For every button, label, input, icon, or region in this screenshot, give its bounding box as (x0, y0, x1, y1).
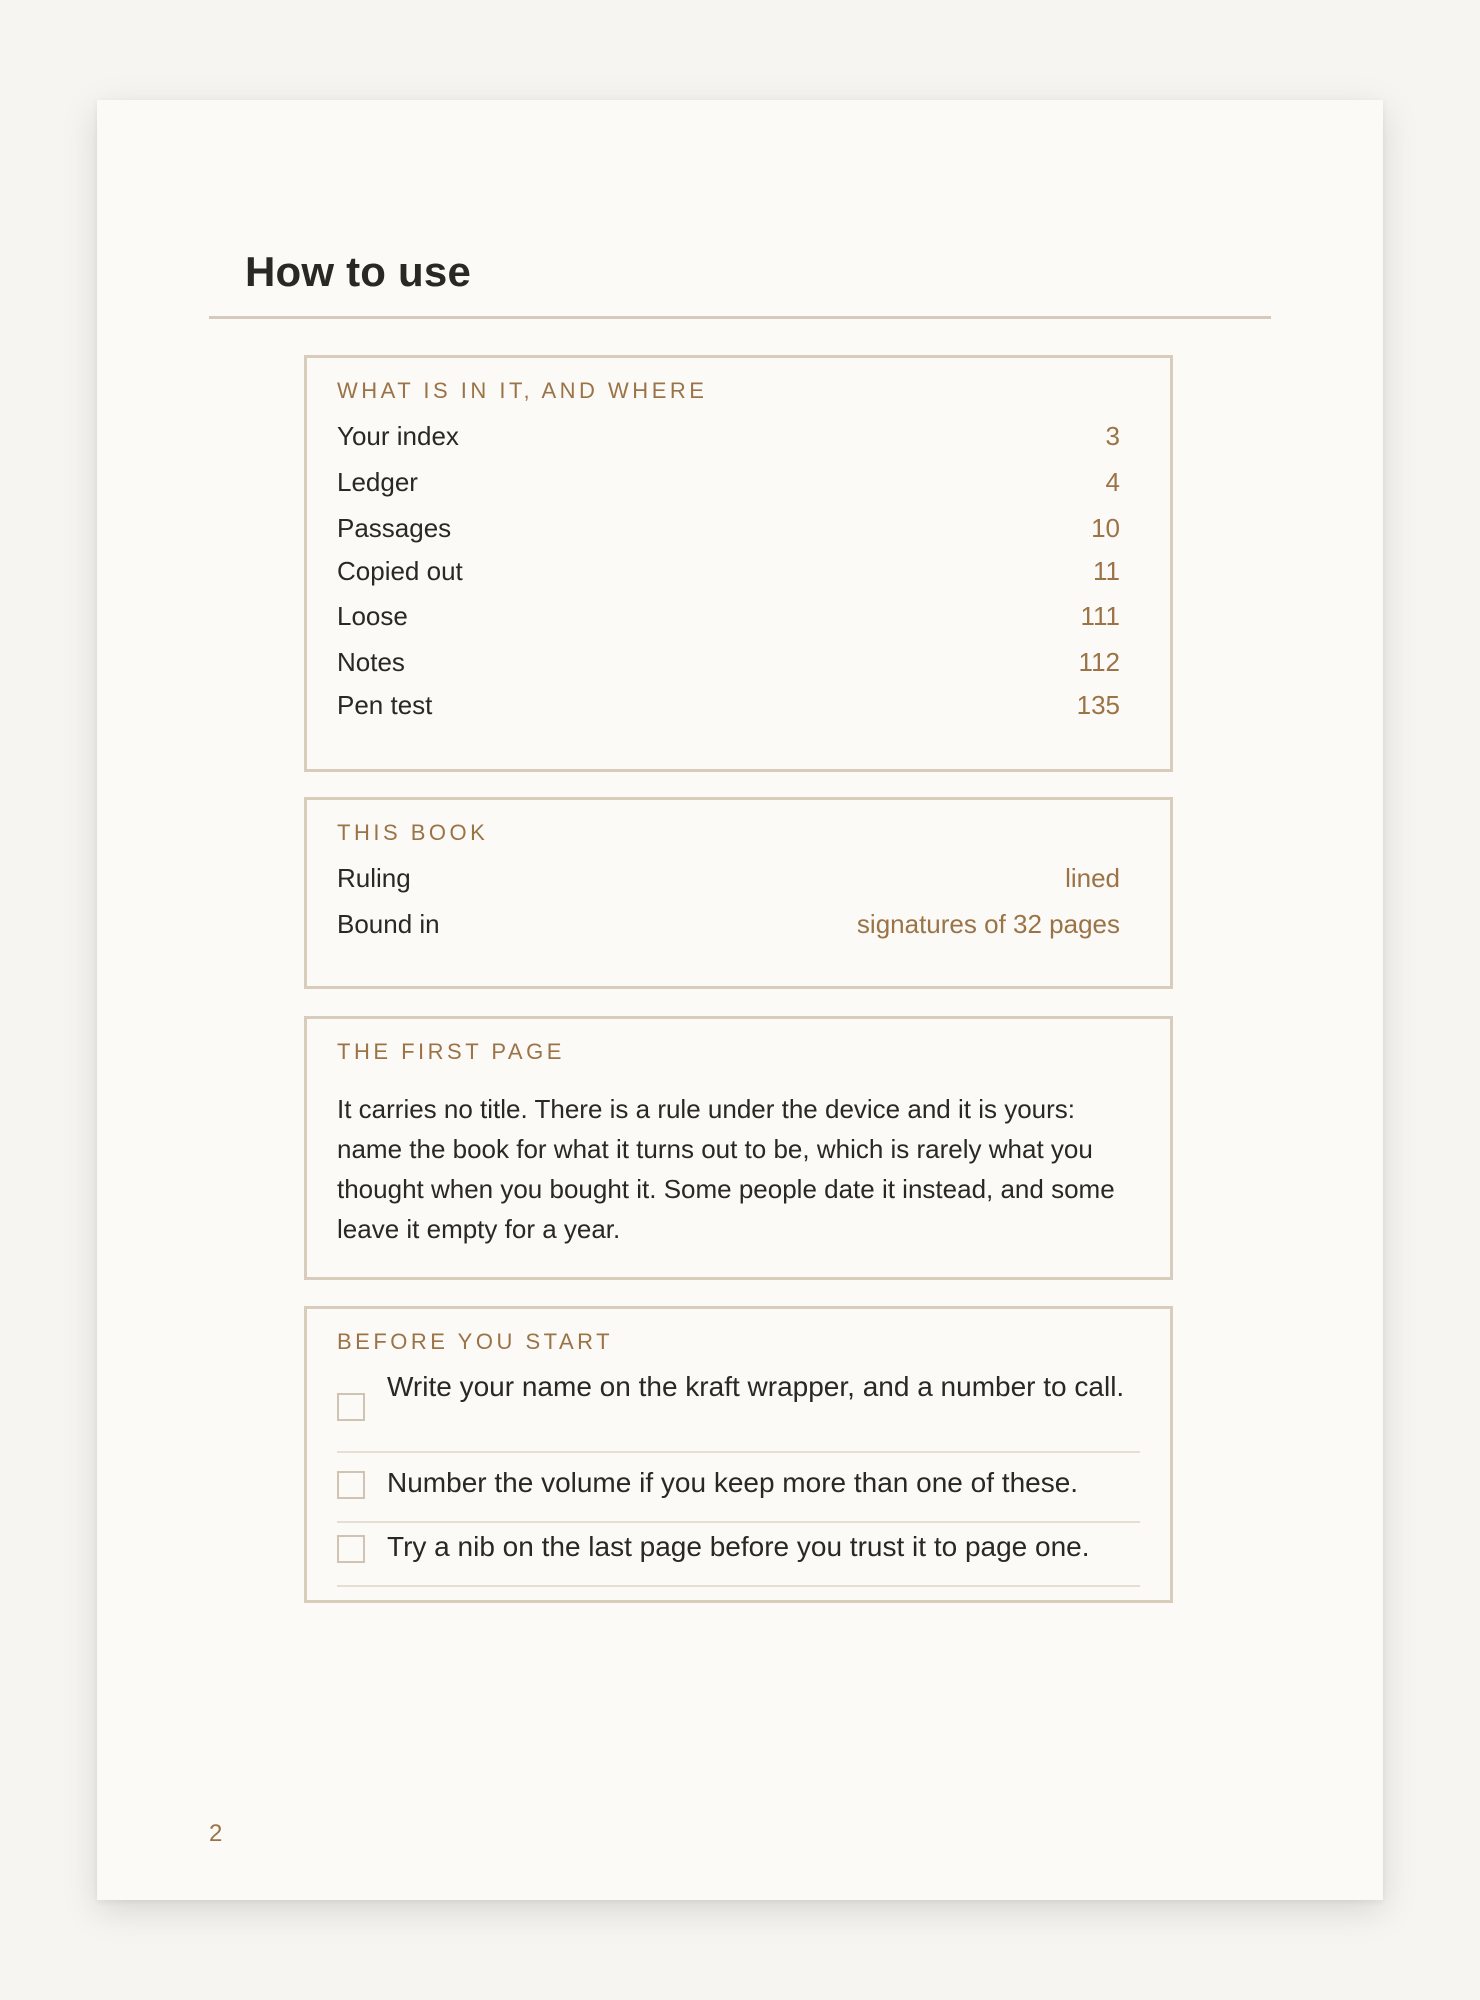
spec-label: Ruling (337, 863, 411, 893)
checkbox[interactable] (337, 1471, 365, 1499)
contents-entry[interactable] (337, 551, 1120, 591)
entry-label: Your index (337, 421, 459, 451)
contents-entry[interactable] (337, 642, 1120, 682)
checklist-item-text: Write your name on the kraft wrapper, and a number to call. (387, 1371, 1125, 1402)
spec-value: lined (1065, 863, 1120, 893)
before-you-start-heading: BEFORE YOU START (337, 1329, 614, 1354)
title-rule (209, 316, 1271, 319)
checklist-rule (337, 1585, 1140, 1587)
checklist-item (337, 1523, 1140, 1585)
checkbox[interactable] (337, 1393, 365, 1421)
entry-label: Ledger (337, 467, 418, 497)
entry-page-number: 111 (1080, 601, 1120, 631)
checklist-item-text: Number the volume if you keep more than one of these. (387, 1467, 1079, 1498)
page-sheet (97, 100, 1383, 1900)
first-page-text: It carries no title. There is a rule under the device and it is yours: name the book for what it turns out to be, which is rarely what you thought when you bought it. Some people date it instead, and some leave it empty for a year. (337, 1094, 1115, 1244)
entry-page-number: 112 (1078, 647, 1120, 677)
first-page-heading: THE FIRST PAGE (337, 1039, 565, 1064)
first-page-panel (304, 1016, 1173, 1280)
entry-page-number: 11 (1093, 556, 1120, 586)
contents-entry[interactable] (337, 462, 1120, 502)
entry-page-number: 135 (1076, 690, 1120, 720)
contents-entry[interactable] (337, 685, 1120, 725)
page-number: 2 (209, 1820, 223, 1847)
entry-label: Passages (337, 513, 452, 543)
contents-heading: WHAT IS IN IT, AND WHERE (337, 378, 708, 403)
entry-page-number: 3 (1105, 421, 1120, 451)
contents-entry[interactable] (337, 596, 1120, 636)
this-book-heading: THIS BOOK (337, 820, 489, 845)
checklist-item (337, 1459, 1140, 1521)
entry-label: Pen test (337, 690, 433, 720)
spec-value: signatures of 32 pages (856, 909, 1120, 939)
contents-panel (304, 355, 1173, 772)
checkbox[interactable] (337, 1535, 365, 1563)
book-spec-row (337, 858, 1120, 898)
checklist-item-text: Try a nib on the last page before you trust it to page one. (387, 1531, 1090, 1562)
page-title: How to use (245, 248, 472, 295)
entry-label: Notes (337, 647, 405, 677)
contents-entry[interactable] (337, 416, 1120, 456)
entry-label: Copied out (337, 556, 463, 586)
contents-entry[interactable] (337, 508, 1120, 548)
book-spec-row (337, 904, 1120, 944)
entry-page-number: 4 (1105, 467, 1120, 497)
checklist-item (337, 1367, 1140, 1451)
checklist-rule (337, 1451, 1140, 1453)
this-book-panel (304, 797, 1173, 989)
before-you-start-panel (304, 1306, 1173, 1603)
entry-page-number: 10 (1091, 513, 1120, 543)
entry-label: Loose (337, 601, 408, 631)
spec-label: Bound in (337, 909, 440, 939)
